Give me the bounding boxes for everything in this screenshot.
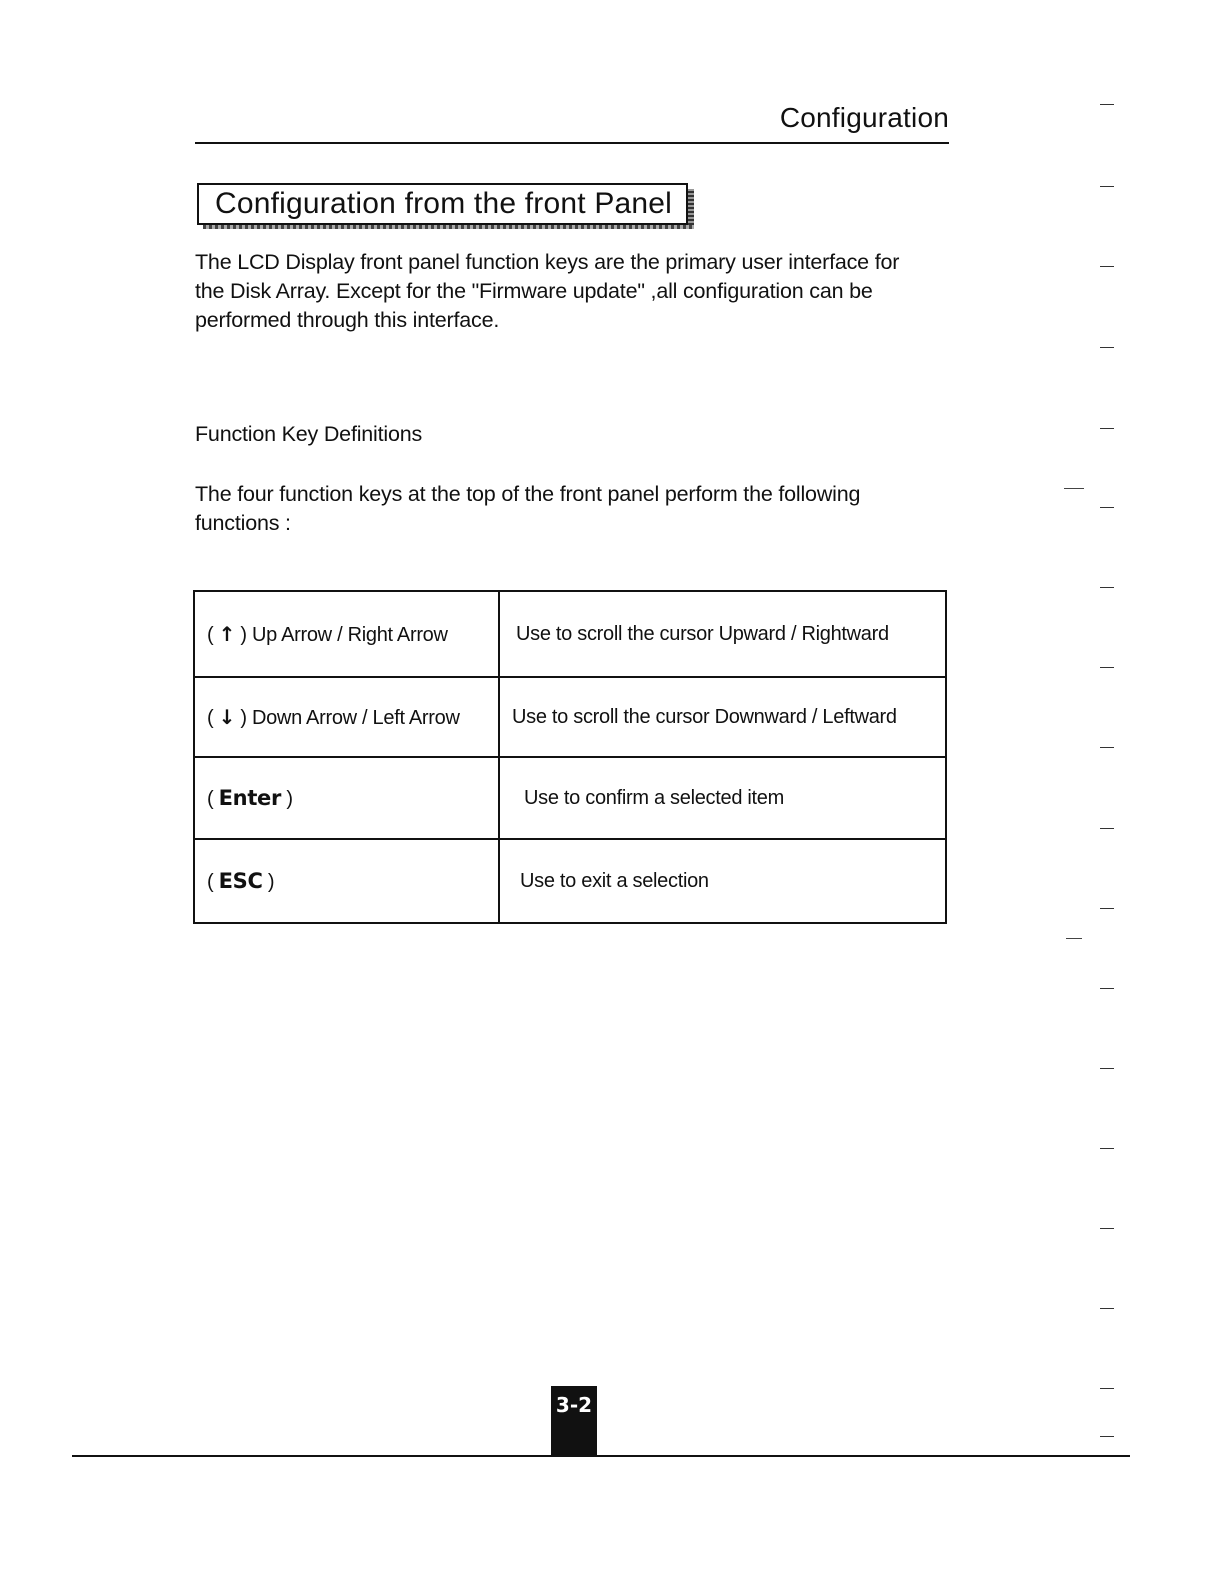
desc-cell-down: Use to scroll the cursor Downward / Leftward	[499, 677, 946, 757]
paren-close: )	[281, 787, 293, 810]
key-label-down: ) Down Arrow / Left Arrow	[235, 706, 460, 729]
margin-mark	[1100, 747, 1114, 748]
table-row	[194, 757, 946, 839]
page-number: 3-2	[551, 1386, 597, 1456]
margin-mark	[1100, 1436, 1114, 1437]
margin-mark	[1100, 908, 1114, 909]
heading-shadow-bottom	[203, 225, 694, 229]
margin-mark	[1100, 1068, 1114, 1069]
stray-mark	[1066, 938, 1082, 939]
table-row	[194, 839, 946, 923]
key-cell-esc	[194, 839, 499, 923]
running-header	[195, 98, 949, 144]
desc-cell-up: Use to scroll the cursor Upward / Rightward	[499, 591, 946, 677]
paren-open: (	[207, 787, 219, 810]
paren-open: (	[207, 706, 219, 729]
up-arrow-icon: ↑	[218, 621, 236, 646]
running-header-title: Configuration	[779, 102, 949, 133]
margin-mark	[1100, 1308, 1114, 1309]
function-key-lead: The four function keys at the top of the front panel perform the following functions :	[195, 482, 861, 535]
margin-mark	[1100, 186, 1114, 187]
margin-mark	[1100, 1148, 1114, 1149]
intro-paragraph: The LCD Display front panel function keys are the primary user interface for the Disk Array. Except for the "Firmware update" ,all configuration can be performed through this interface.	[195, 250, 900, 332]
key-cell-down	[194, 677, 499, 757]
desc-cell-esc: Use to exit a selection	[499, 839, 946, 923]
section-heading-box	[197, 183, 688, 225]
key-cell-enter	[194, 757, 499, 839]
table-row	[194, 591, 946, 677]
margin-mark	[1100, 507, 1114, 508]
section-heading: Configuration from the front Panel	[215, 187, 673, 220]
function-key-table	[193, 590, 947, 924]
desc-cell-enter: Use to confirm a selected item	[499, 757, 946, 839]
margin-mark	[1100, 104, 1114, 105]
table-row	[194, 677, 946, 757]
key-cell-up	[194, 591, 499, 677]
margin-mark	[1100, 988, 1114, 989]
footer-rule	[72, 1455, 1130, 1457]
heading-shadow-right	[688, 189, 694, 229]
margin-mark	[1100, 828, 1114, 829]
margin-mark	[1100, 587, 1114, 588]
margin-mark	[1100, 1228, 1114, 1229]
margin-mark	[1100, 347, 1114, 348]
margin-mark	[1100, 266, 1114, 267]
margin-mark	[1100, 1388, 1114, 1389]
margin-mark	[1100, 667, 1114, 668]
margin-mark	[1100, 428, 1114, 429]
key-label-up: ) Up Arrow / Right Arrow	[235, 623, 448, 646]
paren-open: (	[207, 870, 219, 893]
paren-open: (	[207, 623, 219, 646]
key-label-esc: ESC	[218, 868, 263, 893]
down-arrow-icon: ↓	[218, 704, 236, 729]
paren-close: )	[262, 870, 275, 893]
key-label-enter: Enter	[218, 785, 282, 810]
function-key-heading: Function Key Definitions	[195, 422, 423, 446]
stray-mark	[1064, 488, 1084, 489]
